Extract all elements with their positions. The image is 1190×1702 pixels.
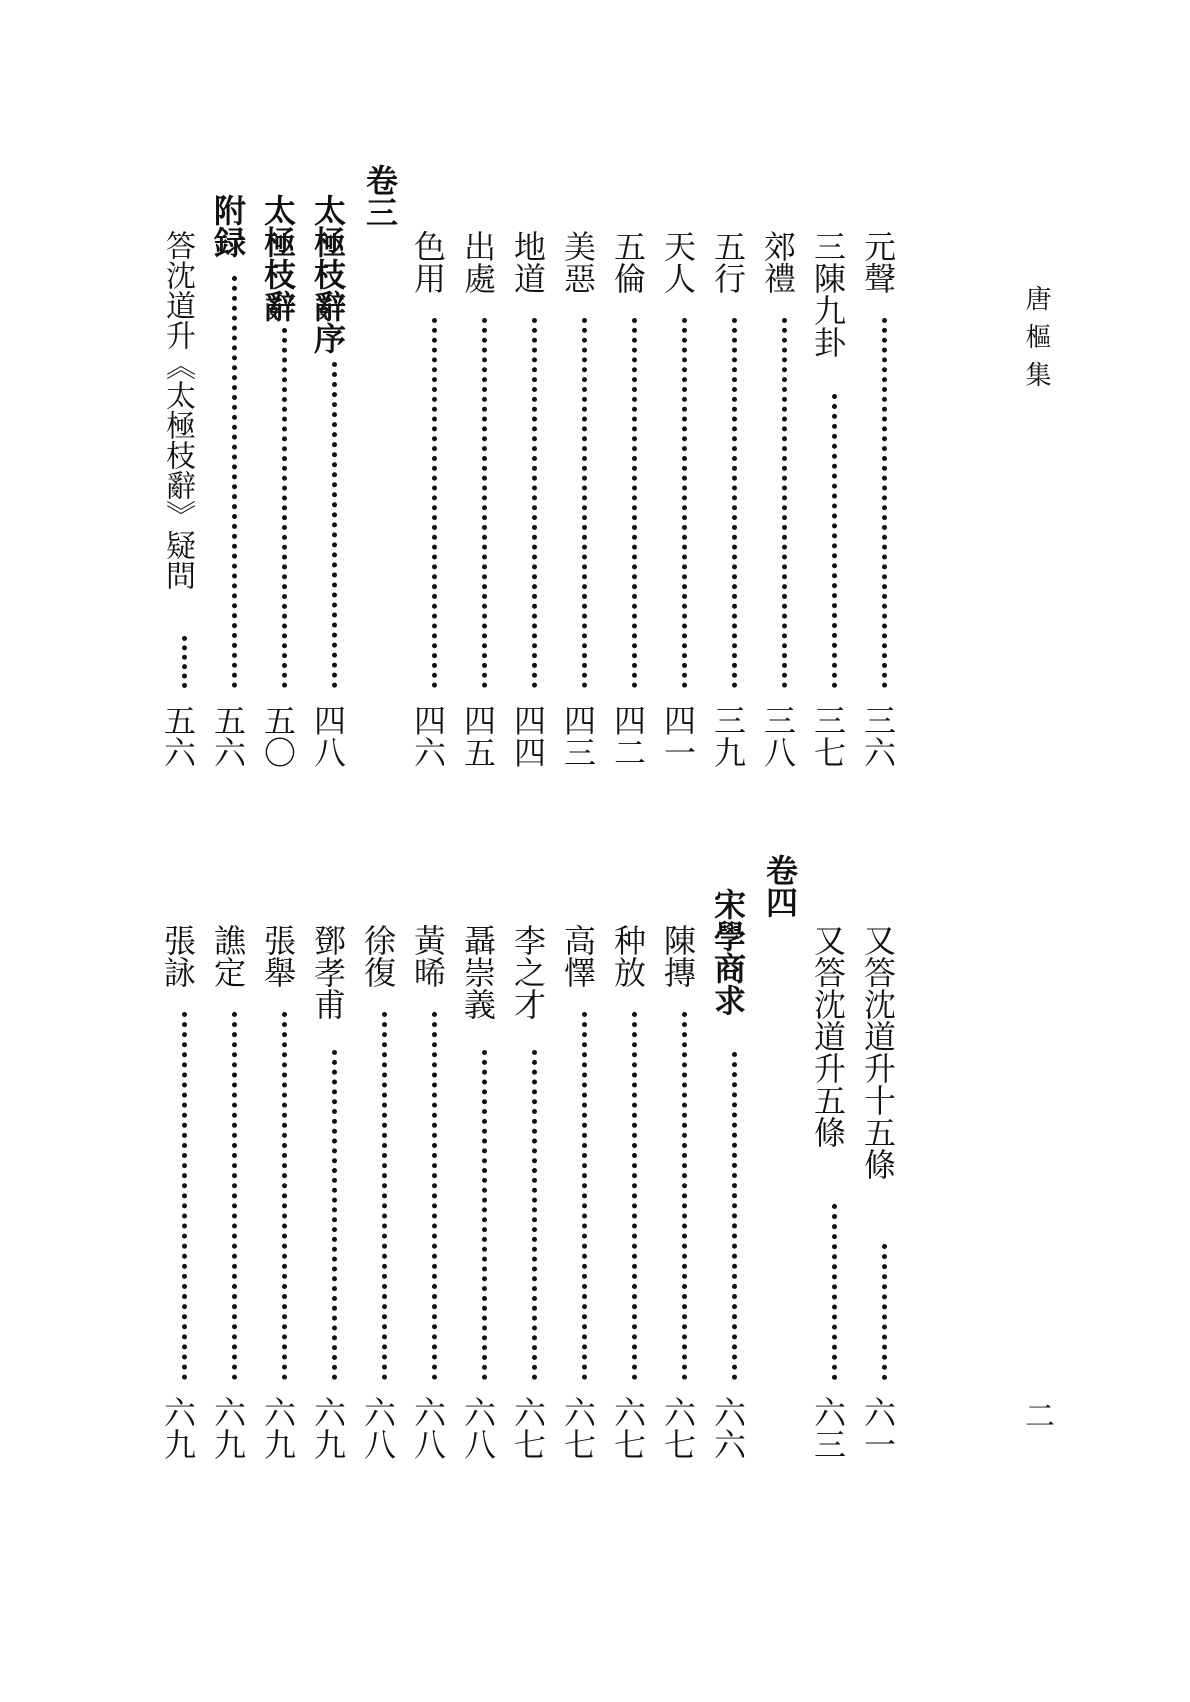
entry-title: 元聲 bbox=[859, 230, 897, 294]
dot-leader bbox=[632, 318, 637, 688]
toc-entry[interactable] bbox=[258, 868, 312, 1516]
dot-leader bbox=[382, 1012, 387, 1380]
toc-entry[interactable] bbox=[558, 868, 612, 1516]
entry-title: 答沈道升《太極枝辭》疑問 bbox=[160, 230, 195, 590]
entry-page: 五〇 bbox=[259, 704, 297, 768]
entry-page: 三七 bbox=[809, 704, 847, 768]
entry-page: 六九 bbox=[159, 1396, 197, 1460]
toc-entry[interactable] bbox=[608, 868, 662, 1516]
entry-title: 張舉 bbox=[259, 924, 297, 988]
dot-leader bbox=[182, 1012, 187, 1380]
entry-page: 四一 bbox=[659, 704, 697, 768]
toc-entry[interactable] bbox=[508, 868, 562, 1516]
toc-entry[interactable] bbox=[208, 178, 262, 838]
toc-entry[interactable] bbox=[408, 178, 462, 838]
dot-leader bbox=[832, 1204, 837, 1380]
entry-title: 高懌 bbox=[559, 924, 597, 988]
entry-title: 地道 bbox=[509, 230, 547, 294]
entry-page: 四八 bbox=[309, 704, 347, 768]
toc-entry[interactable] bbox=[208, 868, 262, 1516]
dot-leader bbox=[682, 318, 687, 688]
toc-entry[interactable] bbox=[408, 868, 462, 1516]
toc-entry[interactable] bbox=[758, 178, 812, 838]
dot-leader bbox=[582, 1012, 587, 1380]
running-head: 唐樞集 bbox=[1021, 285, 1051, 399]
entry-page: 六一 bbox=[859, 1396, 897, 1460]
entry-title: 出處 bbox=[459, 230, 497, 294]
toc-entry[interactable] bbox=[808, 868, 862, 1516]
toc-block-top bbox=[0, 164, 1190, 838]
entry-title: 陳摶 bbox=[659, 924, 697, 988]
entry-title: 附録 bbox=[209, 194, 247, 258]
page-number: 二 bbox=[1019, 1400, 1054, 1430]
entry-page: 六六 bbox=[709, 1396, 747, 1460]
toc-entry[interactable] bbox=[858, 178, 912, 838]
toc-entry[interactable] bbox=[258, 178, 312, 838]
entry-page: 六九 bbox=[259, 1396, 297, 1460]
toc-block-bottom bbox=[0, 854, 1190, 1516]
entry-title: 太極枝辭序 bbox=[309, 194, 347, 354]
entry-title: 天人 bbox=[659, 230, 697, 294]
toc-entry[interactable] bbox=[708, 178, 762, 838]
entry-title: 色用 bbox=[409, 230, 447, 294]
entry-page: 六八 bbox=[359, 1396, 397, 1460]
toc-entry[interactable] bbox=[158, 178, 212, 838]
toc-entry[interactable] bbox=[708, 868, 762, 1516]
toc-entry[interactable] bbox=[608, 178, 662, 838]
dot-leader bbox=[482, 1050, 487, 1380]
entry-title: 三陳九卦 bbox=[809, 230, 847, 358]
dot-leader bbox=[432, 1012, 437, 1380]
entry-title: 徐復 bbox=[359, 924, 397, 988]
dot-leader bbox=[182, 636, 187, 688]
entry-page: 三六 bbox=[859, 704, 897, 768]
dot-leader bbox=[732, 1052, 737, 1380]
dot-leader bbox=[782, 318, 787, 688]
entry-title: 又答沈道升五條 bbox=[809, 924, 847, 1148]
entry-page: 六三 bbox=[809, 1396, 847, 1460]
dot-leader bbox=[232, 276, 237, 688]
juan-heading: 卷四 bbox=[761, 854, 799, 918]
toc-entry[interactable] bbox=[458, 178, 512, 838]
dot-leader bbox=[582, 318, 587, 688]
entry-title: 鄧孝甫 bbox=[309, 924, 347, 1020]
dot-leader bbox=[332, 1050, 337, 1380]
dot-leader bbox=[532, 318, 537, 688]
entry-page: 六七 bbox=[559, 1396, 597, 1460]
dot-leader bbox=[832, 394, 837, 688]
dot-leader bbox=[632, 1012, 637, 1380]
entry-page: 三八 bbox=[759, 704, 797, 768]
toc-entry[interactable] bbox=[308, 868, 362, 1516]
toc-entry[interactable] bbox=[858, 868, 912, 1516]
entry-page: 六七 bbox=[509, 1396, 547, 1460]
entry-title: 宋學商求 bbox=[709, 888, 747, 1016]
juan-heading: 卷三 bbox=[361, 164, 399, 228]
toc-entry[interactable] bbox=[458, 868, 512, 1516]
toc-entry[interactable] bbox=[308, 178, 362, 838]
entry-title: 郊禮 bbox=[759, 230, 797, 294]
entry-page: 六七 bbox=[609, 1396, 647, 1460]
dot-leader bbox=[282, 1012, 287, 1380]
toc-entry[interactable] bbox=[808, 178, 862, 838]
dot-leader bbox=[332, 362, 337, 688]
entry-page: 四三 bbox=[559, 704, 597, 768]
toc-entry[interactable] bbox=[158, 868, 212, 1516]
entry-title: 張詠 bbox=[159, 924, 197, 988]
entry-title: 譙定 bbox=[209, 924, 247, 988]
entry-title: 李之才 bbox=[509, 924, 547, 1020]
dot-leader bbox=[232, 1012, 237, 1380]
dot-leader bbox=[482, 318, 487, 688]
entry-title: 黃晞 bbox=[409, 924, 447, 988]
entry-title: 聶崇義 bbox=[459, 924, 497, 1020]
toc-entry[interactable] bbox=[508, 178, 562, 838]
toc-entry[interactable] bbox=[358, 868, 412, 1516]
entry-title: 太極枝辭 bbox=[259, 194, 297, 322]
entry-page: 六八 bbox=[409, 1396, 447, 1460]
toc-entry[interactable] bbox=[658, 178, 712, 838]
entry-title: 五倫 bbox=[609, 230, 647, 294]
dot-leader bbox=[882, 318, 887, 688]
dot-leader bbox=[282, 328, 287, 688]
dot-leader bbox=[532, 1050, 537, 1380]
toc-entry[interactable] bbox=[558, 178, 612, 838]
dot-leader bbox=[882, 1244, 887, 1380]
entry-title: 种放 bbox=[609, 924, 647, 988]
entry-page: 四六 bbox=[409, 704, 447, 768]
entry-title: 又答沈道升十五條 bbox=[859, 924, 897, 1180]
entry-page: 三九 bbox=[709, 704, 747, 768]
entry-page: 五六 bbox=[209, 704, 247, 768]
dot-leader bbox=[732, 318, 737, 688]
entry-page: 六八 bbox=[459, 1396, 497, 1460]
entry-page: 六七 bbox=[659, 1396, 697, 1460]
entry-page: 六九 bbox=[309, 1396, 347, 1460]
entry-title: 五行 bbox=[709, 230, 747, 294]
entry-page: 四五 bbox=[459, 704, 497, 768]
entry-page: 六九 bbox=[209, 1396, 247, 1460]
entry-title: 美惡 bbox=[559, 230, 597, 294]
dot-leader bbox=[432, 318, 437, 688]
entry-page: 四二 bbox=[609, 704, 647, 768]
entry-page: 五六 bbox=[159, 704, 197, 768]
dot-leader bbox=[682, 1012, 687, 1380]
toc-entry[interactable] bbox=[658, 868, 712, 1516]
entry-page: 四四 bbox=[509, 704, 547, 768]
